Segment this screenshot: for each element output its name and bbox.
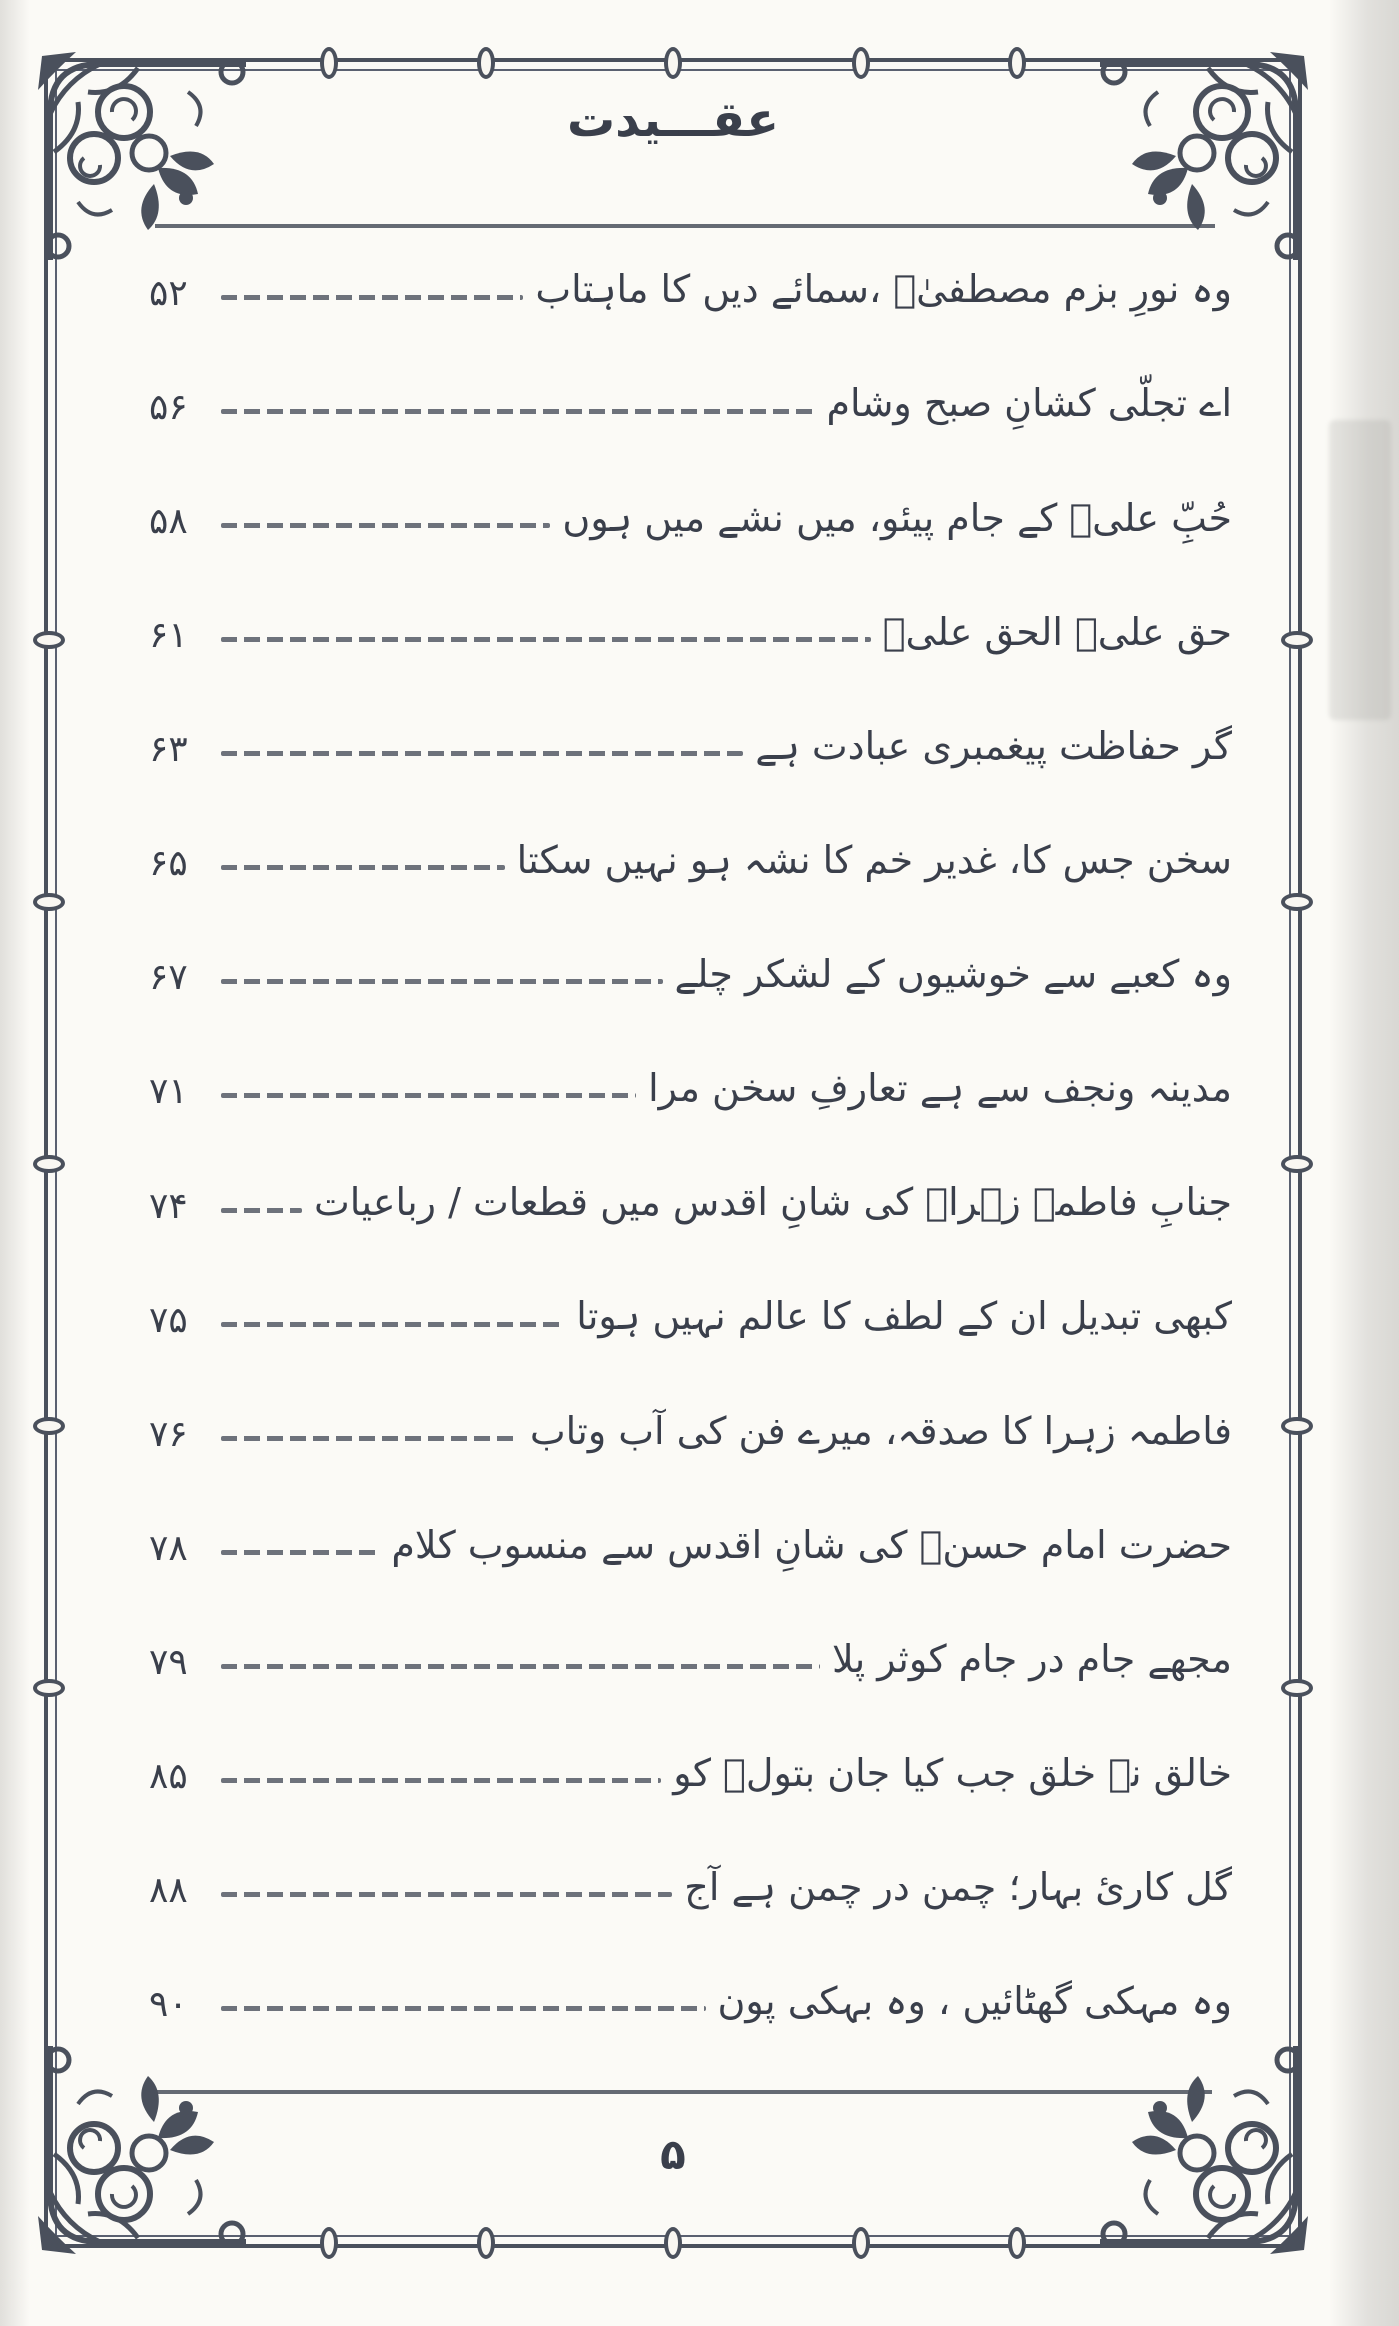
toc-entry-page-number: ۷۶ bbox=[149, 1413, 188, 1455]
leader-line bbox=[221, 1208, 302, 1213]
leader-line bbox=[221, 1892, 672, 1897]
toc-entry-page-number: ۶۷ bbox=[149, 957, 188, 999]
leader-line bbox=[221, 1093, 636, 1098]
toc-entry bbox=[149, 1401, 1232, 1461]
toc-entry-title: مجھے جام در جام کوثر پلا bbox=[831, 1636, 1232, 1681]
toc-entry-page-number: ۶۵ bbox=[149, 843, 188, 885]
toc-entry-page-number: ۵۶ bbox=[149, 386, 188, 428]
toc-entry-title: کبھی تبدیل ان کے لطف کا عالم نہیں ہوتا bbox=[576, 1294, 1232, 1339]
toc-entry bbox=[149, 1287, 1232, 1347]
toc-entry bbox=[149, 831, 1232, 891]
leader-line bbox=[221, 1778, 661, 1783]
toc-entry-title: اے تجلّی کشانِ صبح وشام bbox=[826, 381, 1232, 426]
toc-entry-page-number: ۶۳ bbox=[149, 729, 188, 770]
toc-entry-page-number: ۷۱ bbox=[149, 1071, 188, 1113]
leader-line bbox=[221, 1550, 379, 1555]
toc-entry-title: فاطمہ زہرا کا صدقہ، میرے فن کی آب وتاب bbox=[529, 1408, 1232, 1453]
toc-entry-title: وہ نورِ بزم مصطفیٰؐ ،سمائے دیں کا ماہتاب bbox=[535, 267, 1232, 312]
footer-page-number: ۵ bbox=[660, 2130, 686, 2179]
page-title: عقـــیدت bbox=[566, 92, 780, 148]
leader-line bbox=[221, 1664, 820, 1669]
toc-entry bbox=[149, 1972, 1232, 2032]
toc-entry-title: حق علیؑ الحق علیؑ bbox=[882, 609, 1232, 654]
leader-line bbox=[221, 409, 814, 414]
toc-entry-title: وہ کعبے سے خوشیوں کے لشکر چلے bbox=[674, 952, 1232, 997]
leader-line bbox=[221, 637, 871, 642]
toc-entry-page-number: ۹۰ bbox=[149, 1984, 188, 2026]
toc-entry-page-number: ۷۵ bbox=[149, 1299, 188, 1341]
toc-entry bbox=[149, 1173, 1232, 1233]
footer-rule bbox=[144, 2090, 1212, 2094]
toc-entry-page-number: ۵۲ bbox=[149, 272, 188, 314]
leader-line bbox=[221, 1322, 564, 1327]
toc-entry bbox=[149, 1059, 1232, 1119]
leader-line bbox=[221, 751, 743, 756]
toc-entry bbox=[149, 1744, 1232, 1804]
toc-entry-title: گر حفاظت پیغمبری عبادت ہے bbox=[755, 723, 1232, 768]
page-content bbox=[44, 58, 1302, 2248]
toc-entry-title: سخن جس کا، غدیر خم کا نشہ ہو نہیں سکتا bbox=[516, 837, 1232, 882]
toc-entry-title: گل کاریٔ بہار؛ چمن در چمن ہے آج bbox=[684, 1865, 1232, 1910]
toc-entry-page-number: ۷۴ bbox=[149, 1185, 188, 1227]
leader-line bbox=[221, 1436, 518, 1441]
toc-entry bbox=[149, 602, 1232, 662]
toc-entry bbox=[149, 717, 1232, 777]
leader-line bbox=[221, 295, 523, 300]
scan-edge-right bbox=[1329, 0, 1399, 2326]
leader-line bbox=[221, 523, 550, 528]
toc-entry-title: حضرت امام حسنؑ کی شانِ اقدس سے منسوب کلام bbox=[391, 1522, 1232, 1567]
toc-entry-page-number: ۵۸ bbox=[149, 500, 188, 542]
toc-entry bbox=[149, 945, 1232, 1005]
toc-entry-title: خالق نے خلق جب کیا جان بتولؑ کو bbox=[673, 1750, 1232, 1795]
toc-entry-page-number: ۶۱ bbox=[149, 614, 188, 656]
toc-list bbox=[149, 260, 1232, 2032]
toc-entry bbox=[149, 1858, 1232, 1918]
toc-entry bbox=[149, 374, 1232, 434]
toc-entry-title: مدینہ ونجف سے ہے تعارفِ سخن مرا bbox=[648, 1066, 1232, 1111]
toc-entry bbox=[149, 260, 1232, 320]
toc-entry bbox=[149, 1515, 1232, 1575]
scan-edge-left bbox=[0, 0, 30, 2326]
leader-line bbox=[221, 2006, 706, 2011]
header-rule bbox=[155, 224, 1215, 228]
toc-entry-title: حُبِّ علیؑ کے جام پیئو، میں نشے میں ہوں bbox=[562, 495, 1232, 540]
toc-entry-page-number: ۸۵ bbox=[149, 1756, 188, 1798]
toc-entry-page-number: ۷۸ bbox=[149, 1527, 188, 1569]
leader-line bbox=[221, 979, 663, 984]
leader-line bbox=[221, 865, 505, 870]
toc-entry-title: جنابِ فاطمہ زہراؑ کی شانِ اقدس میں قطعات / رباعیات bbox=[314, 1180, 1232, 1225]
toc-entry-title: وہ مہکی گھٹائیں ، وہ بہکی پون bbox=[717, 1979, 1232, 2024]
toc-entry bbox=[149, 1630, 1232, 1690]
toc-entry bbox=[149, 488, 1232, 548]
scan-smudge bbox=[1329, 420, 1391, 720]
toc-entry-page-number: ۸۸ bbox=[149, 1870, 188, 1912]
toc-entry-page-number: ۷۹ bbox=[149, 1642, 188, 1683]
